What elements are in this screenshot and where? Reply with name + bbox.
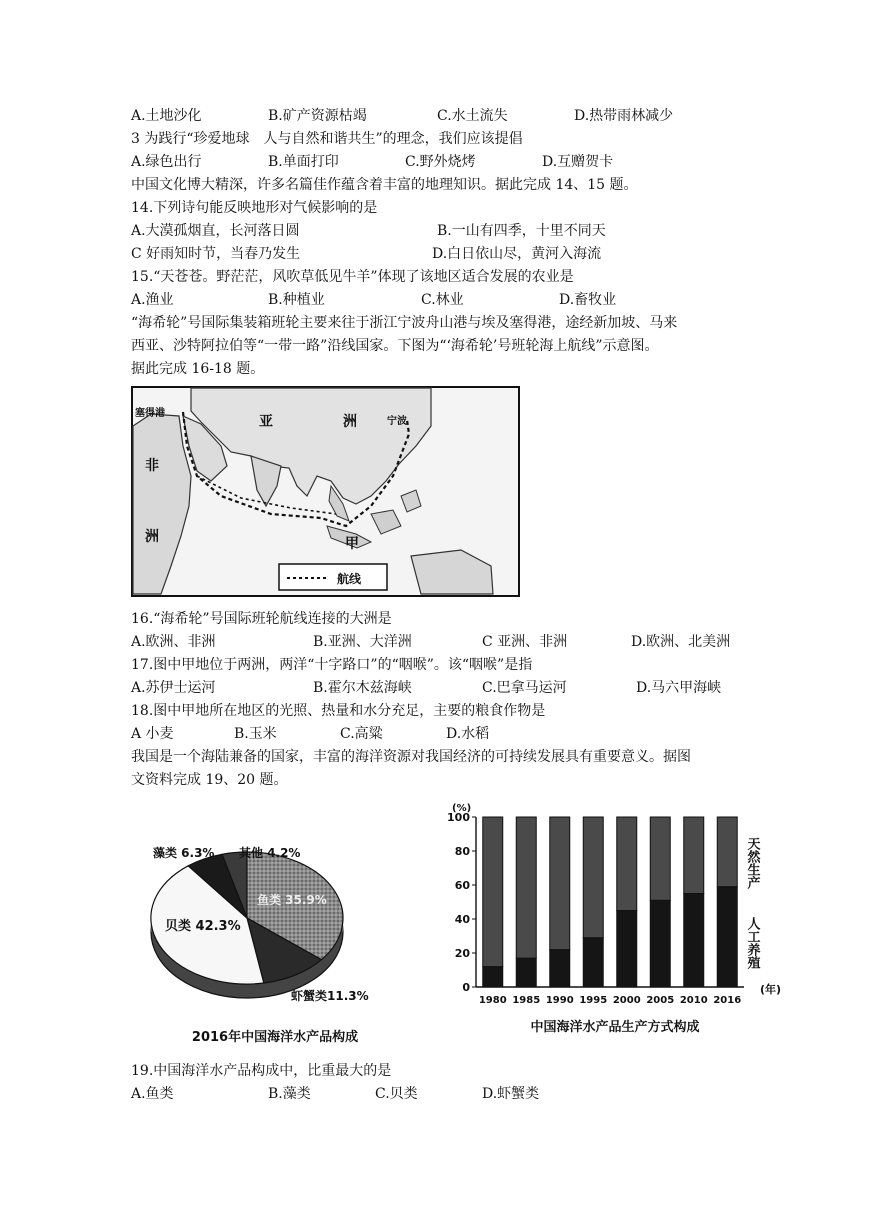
q16-option-b: B.亚洲、大洋洲 (313, 634, 412, 650)
bar-ytick-label-5: 100 (447, 811, 470, 824)
q-earth-option-d: D.互赠贺卡 (542, 154, 614, 170)
q-earth-option-c: C.野外烧烤 (405, 154, 476, 170)
pie-label-other: 其他 4.2% (239, 846, 301, 860)
map-label-asia-1: 亚 (259, 414, 273, 430)
bar-xtick-label-0: 1980 (478, 995, 507, 1006)
q18-option-c: C.高粱 (340, 726, 383, 742)
q-earth-stem: 3 为践行“珍爱地球 人与自然和谐共生”的理念，我们应该提倡 (131, 131, 523, 147)
q13-option-c: C.水土流失 (437, 108, 508, 124)
q18-stem: 18.图中甲地所在地区的光照、热量和水分充足，主要的粮食作物是 (131, 703, 546, 719)
q16-option-d: D.欧洲、北美洲 (631, 634, 731, 650)
bar-ytick-label-2: 40 (454, 913, 470, 926)
bar-farmed-7 (717, 887, 737, 987)
bar-legend-farmed: 人工养殖 (744, 917, 760, 969)
bar-farmed-0 (483, 967, 503, 987)
shipping-route-map (131, 386, 520, 597)
q17-option-a: A.苏伊士运河 (131, 680, 216, 696)
q14-option-d: D.白日依山尽，黄河入海流 (432, 246, 602, 262)
bar-farmed-2 (550, 950, 570, 987)
bar-xlabel: (年) (760, 983, 782, 996)
intro-ocean-line1: 我国是一个海陆兼备的国家，丰富的海洋资源对我国经济的可持续发展具有重要意义。据图 (131, 749, 691, 765)
q15-option-d: D.畜牧业 (559, 292, 617, 308)
q-earth-option-a: A.绿色出行 (131, 154, 202, 170)
q13-option-a: A.土地沙化 (131, 108, 202, 124)
bar-ytick-label-3: 60 (454, 879, 470, 892)
q14-option-c: C 好雨知时节，当春乃发生 (131, 246, 301, 262)
pie-label-shellfish: 贝类 42.3% (165, 919, 241, 934)
q-earth-option-b: B.单面打印 (268, 154, 339, 170)
bar-farmed-4 (617, 911, 637, 988)
bar-natural-5 (650, 817, 670, 900)
pie-label-algae: 藻类 6.3% (153, 846, 215, 860)
bar-natural-6 (684, 817, 704, 894)
pie-svg (125, 800, 430, 1050)
q18-option-b: B.玉米 (234, 726, 277, 742)
q19-stem: 19.中国海洋水产品构成中，比重最大的是 (131, 1063, 392, 1079)
bar-xtick-label-5: 2005 (646, 995, 675, 1006)
q13-option-b: B.矿产资源枯竭 (268, 108, 367, 124)
q15-option-a: A.渔业 (131, 292, 174, 308)
q15-option-c: C.林业 (421, 292, 464, 308)
q16-stem: 16.“海希轮”号国际班轮航线连接的大洲是 (131, 611, 392, 627)
map-label-africa-2: 洲 (145, 529, 159, 545)
bar-xtick-label-7: 2016 (713, 995, 742, 1006)
q18-option-a: A 小麦 (131, 726, 174, 742)
map-label-africa-1: 非 (145, 458, 159, 474)
q14-stem: 14.下列诗句能反映地形对气候影响的是 (131, 200, 378, 216)
bar-farmed-5 (650, 900, 670, 987)
map-legend-text: 航线 (337, 572, 362, 586)
bar-natural-7 (717, 817, 737, 887)
bar-xtick-label-3: 1995 (579, 995, 608, 1006)
bar-chart-title: 中国海洋水产品生产方式构成 (530, 1020, 700, 1035)
map-label-jia: 甲 (345, 536, 359, 552)
bar-xtick-label-4: 2000 (612, 995, 641, 1006)
q17-stem: 17.图中甲地位于两洲，两洋“十字路口”的“咽喉”。该“咽喉”是指 (131, 657, 533, 673)
q17-option-d: D.马六甲海峡 (636, 680, 722, 696)
pie-chart-figure (125, 800, 430, 1050)
q14-option-b: B.一山有四季，十里不同天 (437, 223, 606, 239)
pie-label-shrimp: 虾蟹类11.3% (291, 989, 369, 1003)
bar-ytick-label-1: 20 (454, 947, 470, 960)
bar-xtick-label-1: 1985 (512, 995, 541, 1006)
bar-natural-2 (550, 817, 570, 950)
bar-natural-0 (483, 817, 503, 967)
intro-culture: 中国文化博大精深，许多名篇佳作蕴含着丰富的地理知识。据此完成 14、15 题。 (131, 177, 638, 193)
map-label-port-west: 塞得港 (135, 408, 165, 419)
bar-ytick-label-4: 80 (454, 845, 470, 858)
bar-farmed-6 (684, 894, 704, 988)
q18-option-d: D.水稻 (446, 726, 490, 742)
bar-ytick-label-0: 0 (462, 981, 470, 994)
q16-option-c: C 亚洲、非洲 (482, 634, 568, 650)
q19-option-d: D.虾蟹类 (482, 1086, 540, 1102)
q19-option-c: C.贝类 (375, 1086, 418, 1102)
intro-ocean-line2: 文资料完成 19、20 题。 (131, 772, 288, 788)
q19-option-a: A.鱼类 (131, 1086, 174, 1102)
bar-chart-figure (440, 795, 790, 1045)
q15-option-b: B.种植业 (268, 292, 325, 308)
q17-option-b: B.霍尔木兹海峡 (313, 680, 412, 696)
pie-label-fish: 鱼类 35.9% (257, 893, 327, 907)
q16-option-a: A.欧洲、非洲 (131, 634, 216, 650)
intro-ship-line1: “海希轮”号国际集装箱班轮主要来往于浙江宁波舟山港与埃及塞得港，途经新加坡、马来 (131, 315, 678, 331)
bar-natural-1 (516, 817, 536, 958)
bar-xtick-label-2: 1990 (545, 995, 574, 1006)
q14-option-a: A.大漠孤烟直，长河落日圆 (131, 223, 300, 239)
intro-ship-line3: 据此完成 16-18 题。 (131, 361, 265, 377)
bar-farmed-3 (583, 938, 603, 987)
bar-ylabel: (%) (452, 803, 472, 814)
map-label-ningbo: 宁波 (387, 416, 407, 427)
q19-option-b: B.藻类 (268, 1086, 311, 1102)
q15-stem: 15.“天苍苍。野茫茫，风吹草低见牛羊”体现了该地区适合发展的农业是 (131, 269, 574, 285)
q13-option-d: D.热带雨林减少 (574, 108, 674, 124)
bar-natural-4 (617, 817, 637, 911)
q17-option-c: C.巴拿马运河 (482, 680, 567, 696)
bar-xtick-label-6: 2010 (679, 995, 708, 1006)
bar-legend-natural: 天然生产 (744, 837, 760, 889)
pie-chart-title: 2016年中国海洋水产品构成 (191, 1030, 359, 1045)
map-label-asia-2: 洲 (343, 414, 357, 430)
intro-ship-line2: 西亚、沙特阿拉伯等“一带一路”沿线国家。下图为“‘海希轮’号班轮海上航线”示意图。 (131, 338, 659, 354)
bar-natural-3 (583, 817, 603, 938)
bar-farmed-1 (516, 958, 536, 987)
map-svg (131, 386, 520, 597)
bar-svg (440, 795, 790, 1045)
